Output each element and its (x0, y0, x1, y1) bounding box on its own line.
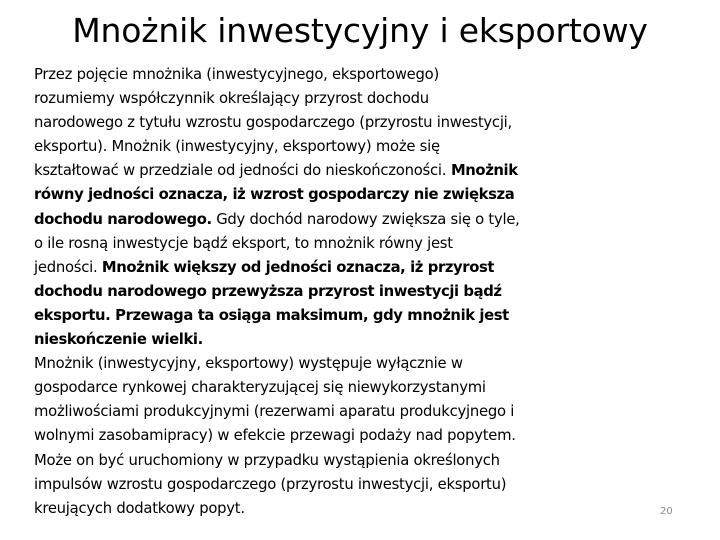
bold-text-run: dochodu narodowego przewyższa przyrost inwestycji bądź (34, 282, 502, 300)
text-line: kreujących dodatkowy popyt. (34, 499, 245, 517)
text-line: eksportu). Mnożnik (inwestycyjny, eksportowy) może się (34, 138, 440, 156)
text-run: Gdy dochód narodowy zwiększa się o tyle, (211, 210, 520, 228)
text-line (34, 183, 720, 207)
text-line: wolnymi zasobamipracy) w efekcie przewagi podaży nad popytem. (34, 427, 516, 445)
text-line (34, 208, 720, 232)
bold-text-run: nieskończenie wielki. (34, 331, 203, 349)
text-line (34, 280, 720, 304)
bold-text-run: dochodu narodowego. (34, 210, 212, 228)
slide-title: Mnożnik inwestycyjny i eksportowy (72, 11, 648, 50)
bold-text-run: eksportu. Przewaga ta osiąga maksimum, gdy mnożnik jest (34, 306, 509, 324)
text-line: Mnożnik (inwestycyjny, eksportowy) występuje wyłącznie w (34, 355, 463, 373)
text-line: narodowego z tytułu wzrostu gospodarczego (przyrostu inwestycji, (34, 114, 512, 132)
bold-text-run: Mnożnik większy od jedności oznacza, iż przyrost (101, 258, 495, 276)
text-line: rozumiemy współczynnik określający przyrost dochodu (34, 90, 429, 108)
text-line: o ile rosną inwestycje bądź eksport, to mnożnik równy jest (34, 234, 453, 252)
text-run: jedności. (34, 258, 102, 276)
text-line: impulsów wzrostu gospodarczego (przyrostu inwestycji, eksportu) (34, 475, 507, 493)
slide-body (34, 63, 720, 521)
text-line: możliwościami produkcyjnymi (rezerwami aparatu produkcyjnego i (34, 403, 515, 421)
bold-text-run: równy jedności oznacza, iż wzrost gospodarczy nie zwiększa (34, 186, 515, 204)
text-line (34, 159, 720, 183)
page-number: 20 (660, 506, 673, 517)
text-line: gospodarce rynkowej charakteryzującej się niewykorzystanymi (34, 379, 486, 397)
text-line (34, 328, 720, 352)
text-run: kształtować w przedziale od jedności do nieskończoności. (34, 162, 447, 180)
text-line (34, 304, 720, 328)
text-line: Może on być uruchomiony w przypadku wystąpienia określonych (34, 451, 500, 469)
bold-text-run: Mnożnik (446, 162, 518, 180)
text-line (34, 256, 720, 280)
text-line: Przez pojęcie mnożnika (inwestycyjnego, eksportowego) (34, 66, 439, 83)
